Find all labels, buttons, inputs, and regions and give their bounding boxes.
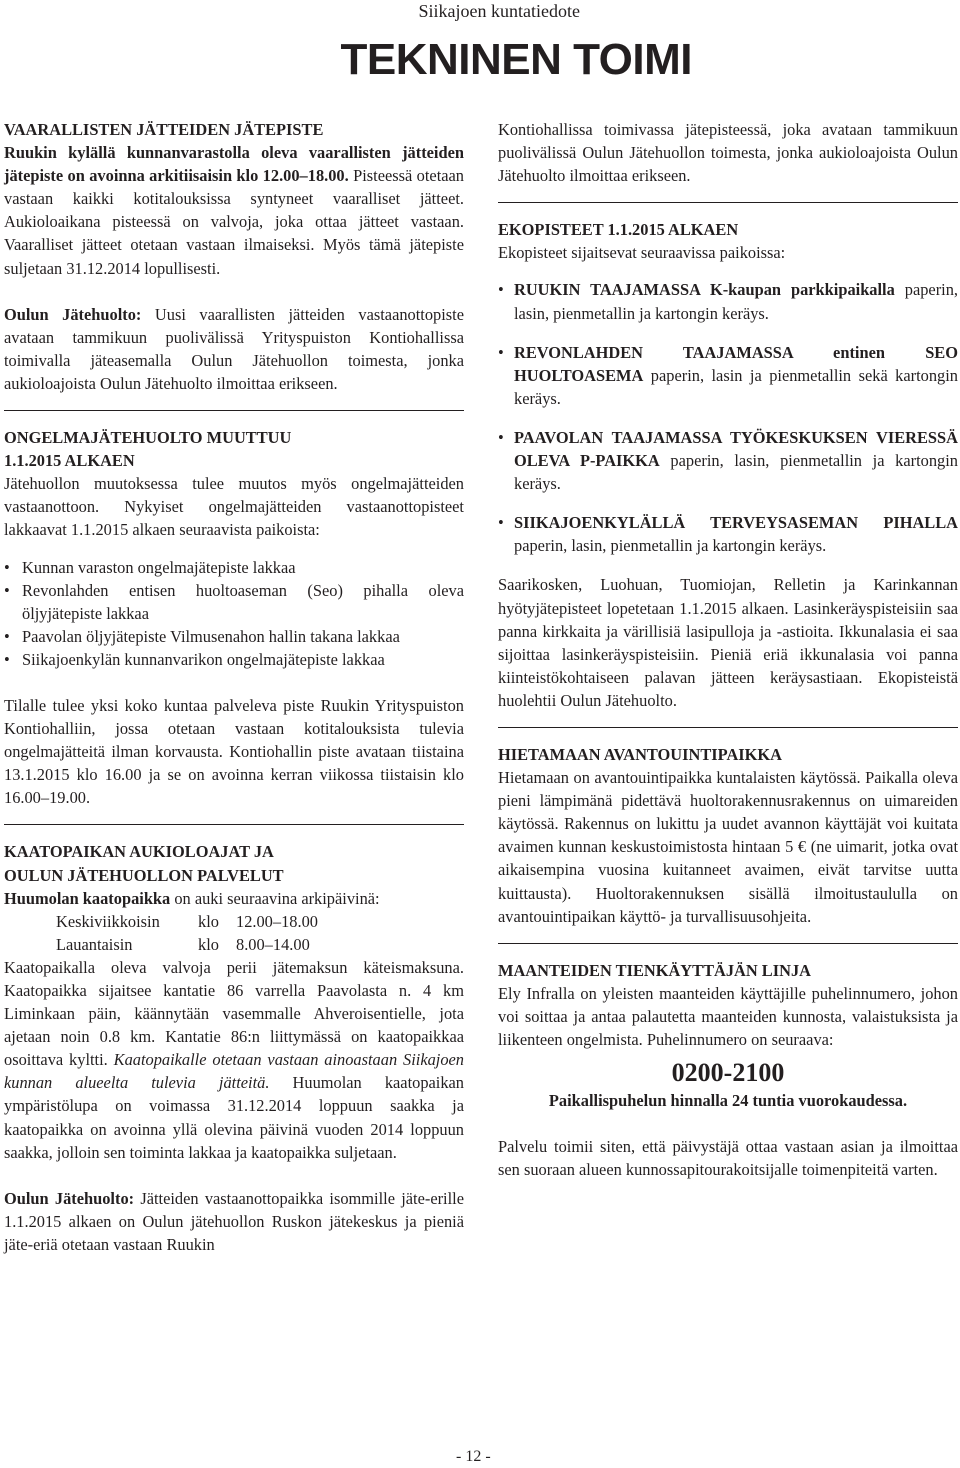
landfill-lead: [4, 887, 464, 910]
problem-waste-heading: ONGELMAJÄTEHUOLTO MUUTTUU: [4, 428, 292, 448]
oulun-jatehuolto-text-1: Uusi vaarallisten jätteiden vastaanottopiste avataan tammikuun puolivälissä Yrityspuiston Kontiohallissa toimivalla jäteasemalla Oulun Jätehuollon toimesta, jonka aukioloajoista Oulun Jätehuolto ilmoittaa erikseen.: [4, 304, 464, 393]
right-column: [498, 118, 958, 1181]
hours-time: 12.00–18.00: [236, 911, 318, 931]
phone-note: Paikallispuhelun hinnalla 24 tuntia vuorokaudessa.: [548, 1091, 908, 1111]
page-number: - 12 -: [456, 1448, 491, 1465]
hazardous-waste-body: Pisteessä otetaan vastaan kaikki kotitalouksissa syntyneet vaaralliset jätteet. Aukioloaikana pisteessä on valvoja, joka ottaa jätteet vastaan. Vaaralliset jätteet otetaan vastaan ilmaiseksi. Myös tämä jätepiste suljetaan 31.12.2014 lopullisesti.: [4, 166, 464, 278]
landfill-heading-2: OULUN JÄTEHUOLLON PALVELUT: [4, 865, 284, 885]
opening-hours-row: [4, 933, 464, 956]
divider: [4, 410, 464, 411]
eco-points-body: Saarikosken, Luohuan, Tuomiojan, Relletin ja Karinkannan hyötyjätepisteet lopetetaan 1.1.2015 alkaen. Lasinkeräyspisteisiin saa panna kirkkaita ja värillisiä lasipulloja ja -astioita. Ikkunalasia ei saa sijoittaa lasinkeräyspisteisiin. Pieniä eriä ikkunalasia voi panna kiinteistökohtaiseen palavan jätteen keräysastiaan. Ekopisteistä huolehtii Oulun Jätehuolto.: [498, 575, 958, 710]
eco-points-list: [498, 278, 958, 557]
hours-time: 8.00–14.00: [236, 934, 310, 954]
list-item: [498, 511, 958, 557]
divider: [498, 202, 958, 203]
opening-hours-row: [4, 910, 464, 933]
hazardous-waste-lead: Ruukin kylällä kunnanvarastolla oleva vaarallisten jätteiden jätepiste on avoinna arkitiisaisin klo 12.00–18.00.: [4, 143, 464, 186]
hours-day: Keskiviikkoisin: [56, 911, 160, 931]
list-item: • Siikajoenkylän kunnanvarikon ongelmajätepiste lakkaa: [4, 648, 464, 671]
list-item: [498, 426, 958, 495]
landfill-body-1: Kaatopaikalla oleva valvoja perii jätemaksun käteismaksuna. Kaatopaikka sijaitsee kantatie 86 varrella Paavolasta n. 4 km Liminkaan päin, käännytään vasemmalle Ahveroisentielle, jota ajetaan noin 0.8 km. Kantatie 86:n liittymässä on kaatopaikkaa osoittava kyltti.: [4, 957, 464, 1070]
landfill-name: Huumolan kaatopaikka: [4, 888, 171, 908]
eco-point-detail: paperin, lasin ja pienmetallin sekä kartongin keräys.: [514, 365, 958, 408]
eco-point-location: RUUKIN TAAJAMASSA K-kaupan parkkipaikalla: [514, 280, 895, 300]
divider: [498, 727, 958, 728]
ice-swimming-body: Hietamaan on avantouintipaikka kuntalaisten käytössä. Paikalla oleva pieni lämpimänä pidettävä huoltorakennusrakennus on uimareiden käytössä. Rakennus on lukittu ja uudet avannon käyttäjät voi kuitata avaimen kunnan keskustoimistosta hintaan 5 € (ne uimarit, jotka ovat aikaisempina vuosina kuitanneet avaimen, eivät tarvitse uutta kuittausta). Huoltorakennuksen sisällä ilmoitustaululla on avantouintipaikan käyttö- ja turvallisuusohjeita.: [498, 768, 958, 926]
eco-point-location: REVONLAHDEN TAAJAMASSA entinen SEO HUOLTOASEMA: [514, 342, 958, 385]
eco-points-heading: EKOPISTEET 1.1.2015 ALKAEN: [498, 220, 739, 240]
list-item: • Kunnan varaston ongelmajätepiste lakkaa: [4, 556, 464, 579]
eco-point-location: SIIKAJOENKYLÄLLÄ TERVEYSASEMAN PIHALLA: [514, 513, 958, 533]
closing-points-list: [4, 556, 464, 671]
left-column: [4, 118, 464, 1256]
eco-points-intro: Ekopisteet sijaitsevat seuraavissa paikoissa:: [498, 243, 786, 263]
oulun-jatehuolto-note-1: [4, 303, 464, 395]
hazardous-waste-text: [4, 141, 464, 280]
problem-waste-intro: Jätehuollon muutoksessa tulee muutos myös ongelmajätteiden vastaanottoon. Nykyiset ongelmajätteiden vastaanottopisteet lakkaavat 1.1.2015 alkaen seuraavista paikoista:: [4, 474, 464, 540]
road-line-heading: MAANTEIDEN TIENKÄYTTÄJÄN LINJA: [498, 960, 811, 980]
oulun-jatehuolto-label-2: Oulun Jätehuolto:: [4, 1188, 135, 1208]
landfill-body-italic: Kaatopaikalle otetaan vastaan ainoastaan Siikajoen kunnan alueelta tulevia jätteitä.: [4, 1050, 465, 1093]
hours-klo: klo: [198, 934, 219, 954]
landfill-body: [4, 956, 464, 1164]
section-title: TEKNINEN TOIMI: [340, 35, 692, 84]
continued-text: Kontiohallissa toimivassa jätepisteessä, joka avataan tammikuun puolivälissä Oulun Jätehuollon toimesta, jonka aukioloajoista Oulun Jätehuolto ilmoittaa erikseen.: [498, 120, 958, 186]
list-item: • Paavolan öljyjätepiste Vilmusenahon hallin takana lakkaa: [4, 625, 464, 648]
hazardous-waste-heading: VAARALLISTEN JÄTTEIDEN JÄTEPISTE: [4, 120, 324, 139]
eco-point-detail: paperin, lasin, pienmetallin ja kartongin keräys.: [514, 536, 827, 556]
eco-point-location: PAAVOLAN TAAJAMASSA TYÖKESKUKSEN VIERESSÄ OLEVA P-PAIKKA: [514, 427, 958, 471]
list-item: [498, 341, 958, 410]
divider: [4, 824, 464, 825]
eco-point-detail: paperin, lasin, pienmetallin ja kartongin keräys.: [514, 280, 958, 323]
oulun-jatehuolto-label-1: Oulun Jätehuolto:: [4, 304, 142, 324]
landfill-heading-1: KAATOPAIKAN AUKIOLOAJAT JA: [4, 842, 274, 862]
hours-klo: klo: [198, 911, 219, 931]
oulun-jatehuolto-text-2: Jätteiden vastaanottopaikka isommille jäte-erille 1.1.2015 alkaen on Oulun jätehuollon Ruskon jätekeskus ja pieniä jäte-eriä otetaan vastaan Ruukin: [4, 1188, 464, 1254]
divider: [498, 943, 958, 944]
eco-point-detail: paperin, lasin, pienmetallin ja kartongin keräys.: [514, 451, 958, 494]
ice-swimming-heading: HIETAMAAN AVANTOUINTIPAIKKA: [498, 744, 782, 764]
list-item: • Revonlahden entisen huoltoaseman (Seo) pihalla oleva öljyjätepiste lakkaa: [4, 579, 464, 625]
problem-waste-date: 1.1.2015 ALKAEN: [4, 451, 135, 471]
phone-number: 0200-2100: [671, 1058, 785, 1088]
problem-waste-outro: Tilalle tulee yksi koko kuntaa palveleva piste Ruukin Yrityspuiston Kontiohalliin, jossa otetaan vastaan kotitalouksista tulevia ongelmajätteitä ilman korvausta. Kontiohallin piste avataan tiistaina 13.1.2015 klo 16.00 ja se on avoinna kerran viikossa tiistaisin klo 16.00–19.00.: [4, 695, 464, 808]
road-line-outro: Palvelu toimii siten, että päivystäjä ottaa vastaan asian ja ilmoittaa sen suoraan alueen kunnossapitourakoitsijalle toimenpiteitä varten.: [498, 1137, 958, 1180]
hours-day: Lauantaisin: [56, 934, 133, 954]
road-line-body: Ely Infralla on yleisten maanteiden käyttäjille puhelinnumero, johon voi soittaa ja antaa palautetta maanteiden kunnosta, valaistuksista ja liikenteen ongelmista. Puhelinnumero on seuraava:: [498, 983, 958, 1049]
publication-name: Siikajoen kuntatiedote: [418, 1, 580, 21]
list-item: [498, 278, 958, 324]
landfill-body-2: Huumolan kaatopaikan ympäristölupa on voimassa 31.12.2014 loppuun saakka ja kaatopaikka on avoinna yllä olevina päivinä vuoden 2014 loppuun saakka, jolloin sen toiminta lakkaa ja kaatopaikka suljetaan.: [4, 1073, 465, 1162]
oulun-jatehuolto-note-2: [4, 1187, 464, 1256]
landfill-lead-rest: on auki seuraavina arkipäivinä:: [170, 888, 380, 908]
